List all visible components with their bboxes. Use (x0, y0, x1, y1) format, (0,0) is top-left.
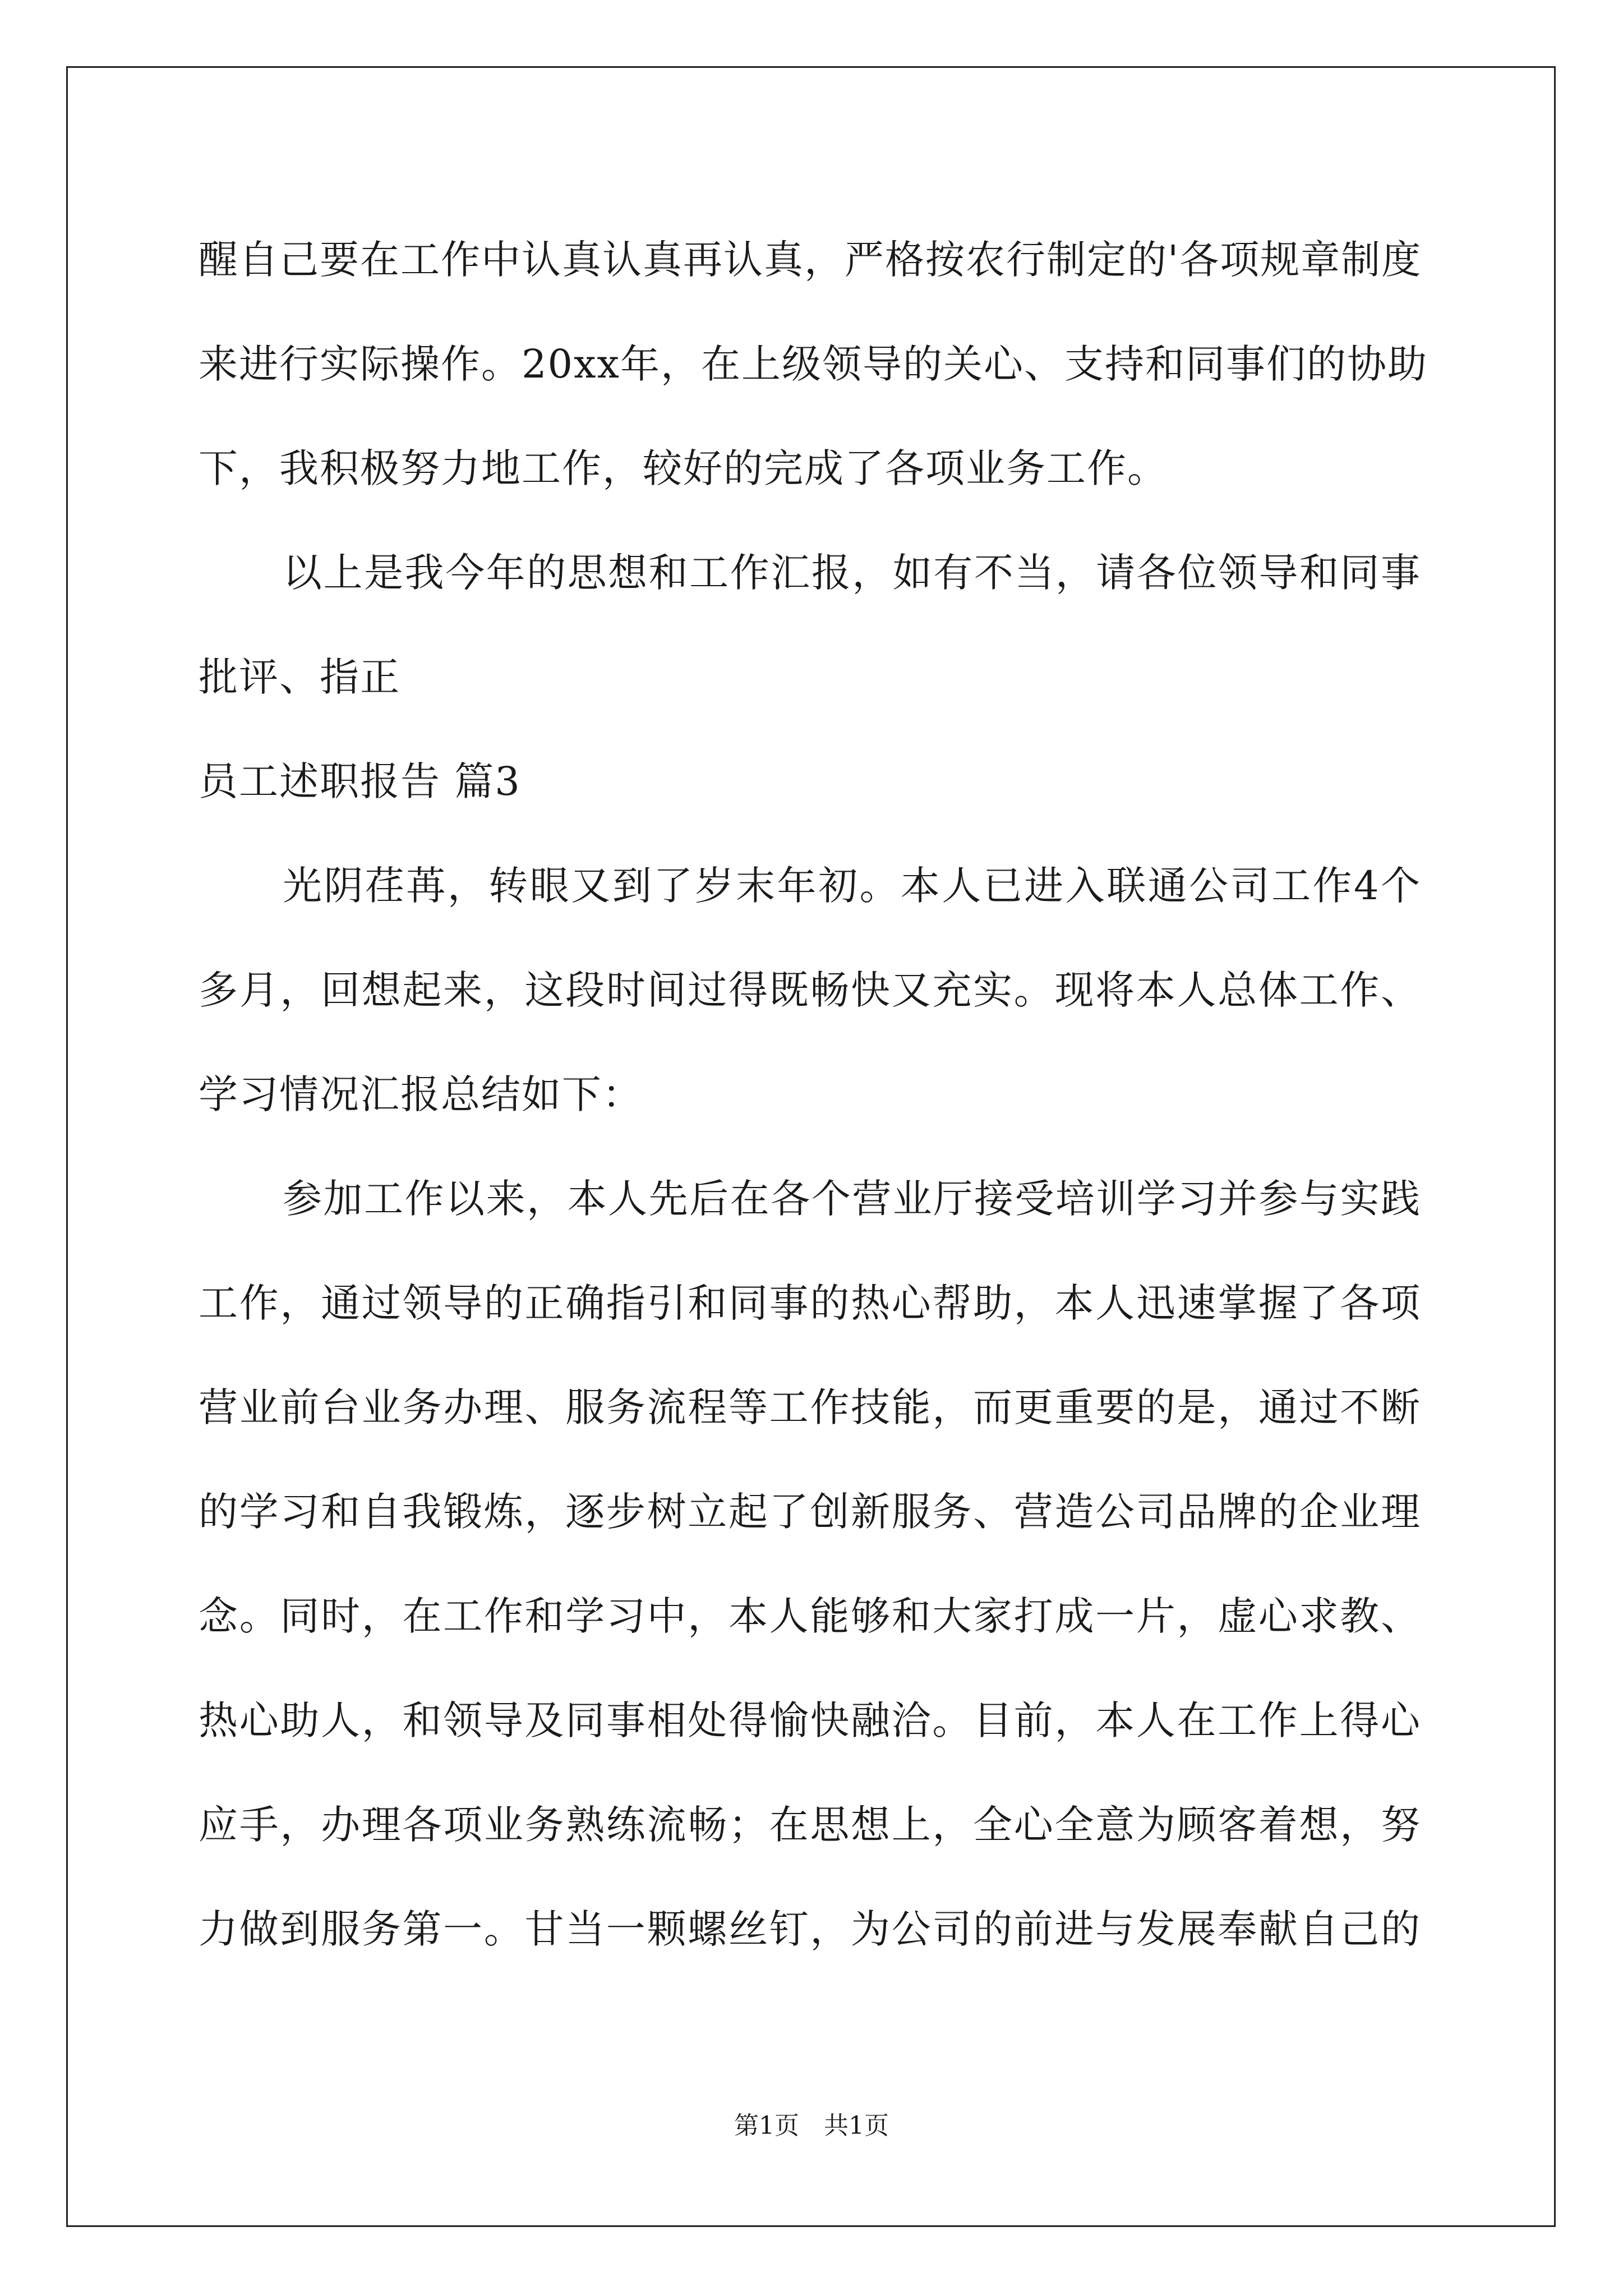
body-line: 营业前台业务办理、服务流程等工作技能，而更重要的是，通过不断 (199, 1384, 1421, 1430)
document-body (199, 208, 1428, 1981)
body-line: 应手，办理各项业务熟练流畅；在思想上，全心全意为顾客着想，努 (199, 1802, 1421, 1848)
body-line: 的学习和自我锻炼，逐步树立起了创新服务、营造公司品牌的企业理 (199, 1489, 1421, 1535)
paragraph-start-line: 参加工作以来，本人先后在各个营业厅接受培训学习并参与实践 (283, 1176, 1421, 1222)
body-line: 来进行实际操作。20xx年，在上级领导的关心、支持和同事们的协助 (199, 341, 1428, 387)
section-heading: 员工述职报告 篇3 (199, 758, 521, 804)
body-line: 学习情况汇报总结如下： (199, 1071, 643, 1117)
body-line: 热心助人，和领导及同事相处得愉快融洽。目前，本人在工作上得心 (199, 1697, 1421, 1743)
body-line: 批评、指正 (199, 654, 400, 700)
paragraph-start-line: 以上是我今年的思想和工作汇报，如有不当，请各位领导和同事 (283, 550, 1421, 596)
body-line: 念。同时，在工作和学习中，本人能够和大家打成一片，虚心求教、 (199, 1593, 1421, 1639)
body-line: 下，我积极努力地工作，较好的完成了各项业务工作。 (199, 445, 1168, 491)
body-line: 醒自己要在工作中认真认真再认真，严格按农行制定的'各项规章制度 (199, 237, 1422, 283)
body-line: 工作，通过领导的正确指引和同事的热心帮助，本人迅速掌握了各项 (199, 1280, 1421, 1326)
body-line: 力做到服务第一。甘当一颗螺丝钉，为公司的前进与发展奉献自己的 (199, 1906, 1421, 1952)
page-footer: 第1页 共1页 (734, 2111, 889, 2140)
paragraph-start-line: 光阴荏苒，转眼又到了岁末年初。本人已进入联通公司工作4个 (283, 863, 1421, 909)
body-line: 多月，回想起来，这段时间过得既畅快又充实。现将本人总体工作、 (199, 967, 1421, 1013)
